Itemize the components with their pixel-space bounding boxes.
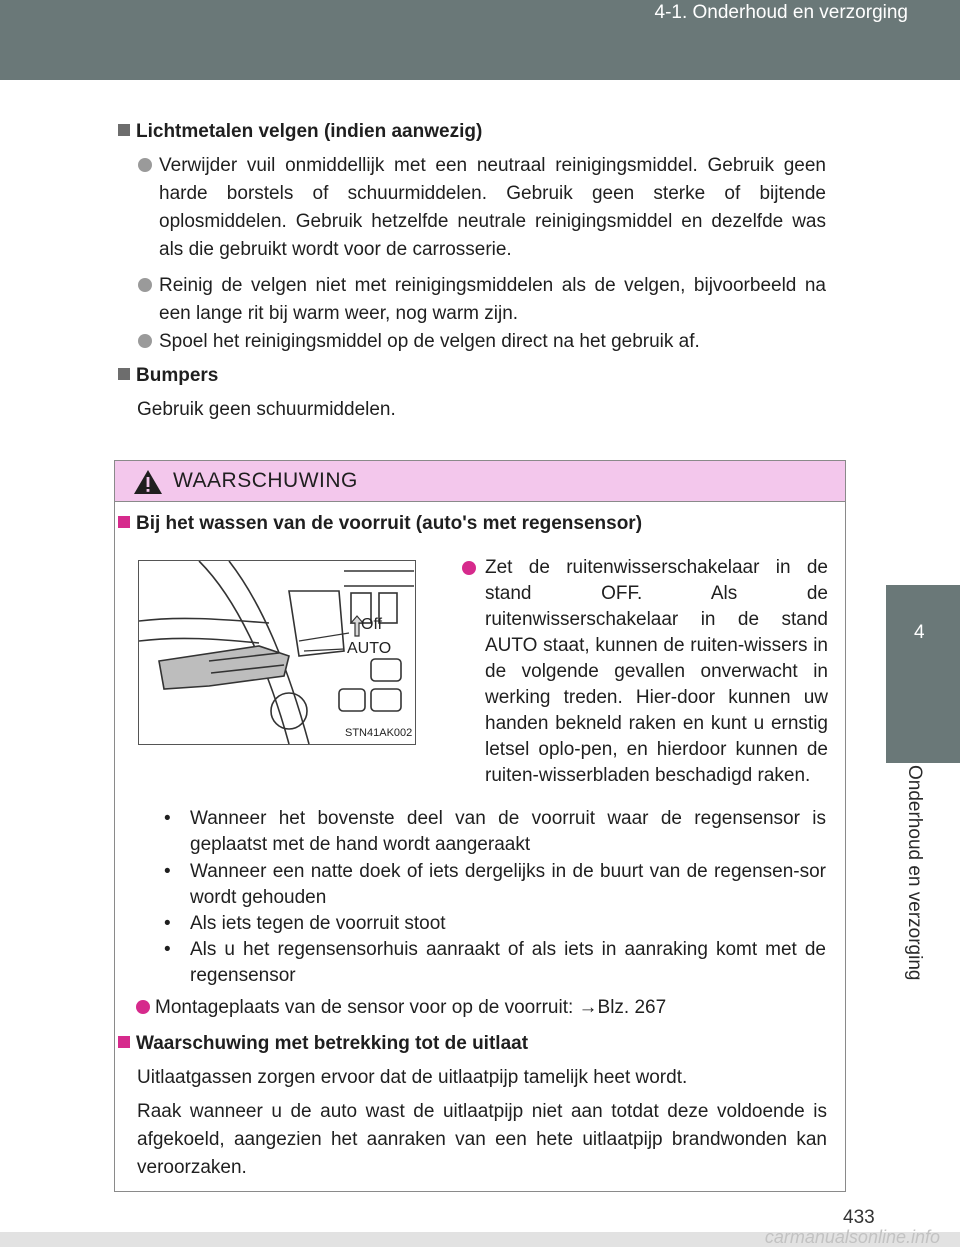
figure-code: STN41AK002	[345, 727, 413, 739]
chapter-label: Onderhoud en verzorging	[904, 765, 925, 981]
square-bullet-icon	[118, 1036, 130, 1048]
bullet-dot-icon: •	[164, 861, 171, 882]
alloy-heading-row	[118, 118, 482, 145]
case-2	[164, 859, 826, 911]
case-1-text: Wanneer het bovenste deel van de voorruit waar de regensensor is geplaatst met de hand wordt aangeraakt	[190, 808, 826, 855]
case-3-text: Als iets tegen de voorruit stoot	[190, 913, 446, 934]
alloy-bullet-1-text: Verwijder vuil onmiddellijk met een neutraal reinigingsmiddel. Gebruik geen harde borstels of schuurmiddelen. Gebruik geen sterke of bijtende oplosmiddelen. Gebruik hetzelfde neutrale reinigingsmiddel en dezelfde was als die gebruikt wordt voor de carrosserie.	[159, 155, 826, 260]
warning-s2-p1: Uitlaatgassen zorgen ervoor dat de uitlaatpijp tamelijk heet wordt.	[137, 1067, 688, 1088]
alloy-bullet-3-text: Spoel het reinigingsmiddel op de velgen direct na het gebruik af.	[159, 331, 700, 352]
case-1	[164, 806, 826, 858]
bumpers-heading-row	[118, 362, 218, 389]
warning-s1-heading-row	[118, 510, 642, 537]
warning-mount	[155, 994, 666, 1021]
footer-bar	[0, 1227, 960, 1247]
figure-label-auto: AUTO	[347, 640, 392, 657]
bullet-dot-icon: •	[164, 913, 171, 934]
round-bullet-icon	[136, 1000, 150, 1014]
section-title: 4-1. Onderhoud en verzorging	[654, 2, 908, 23]
warning-mount-text: Montageplaats van de sensor voor op de voorruit: →Blz. 267	[155, 997, 667, 1018]
chapter-tab	[886, 585, 960, 763]
header-bar	[0, 0, 960, 80]
bullet-dot-icon: •	[164, 808, 171, 829]
round-bullet-icon	[138, 278, 152, 292]
square-bullet-icon	[118, 124, 130, 136]
watermark: carmanualsonline.info	[764, 1227, 940, 1247]
case-3	[164, 911, 826, 937]
warning-triangle-icon	[133, 469, 163, 495]
round-bullet-icon	[138, 334, 152, 348]
case-4	[164, 937, 826, 989]
wiper-switch-illustration	[138, 560, 416, 745]
bumpers-text: Gebruik geen schuurmiddelen.	[137, 399, 396, 420]
case-4-text: Als u het regensensorhuis aanraakt of als iets in aanraking komt met de regensensor	[190, 939, 826, 986]
alloy-bullet-2-text: Reinig de velgen niet met reinigingsmiddelen als de velgen, bijvoorbeeld na een lange rit bij warm weer, nog warm zijn.	[159, 275, 826, 324]
round-bullet-icon	[462, 561, 476, 575]
square-bullet-icon	[118, 516, 130, 528]
bumpers-heading: Bumpers	[136, 365, 219, 386]
warning-s1-heading: Bij het wassen van de voorruit (auto's met regensensor)	[136, 513, 643, 534]
chapter-number: 4	[914, 622, 925, 643]
page-number: 433	[843, 1207, 875, 1228]
figure-label-off: Off	[361, 616, 383, 633]
warning-s2-heading: Waarschuwing met betrekking tot de uitlaat	[136, 1033, 529, 1054]
alloy-bullet-1	[159, 152, 826, 264]
alloy-heading: Lichtmetalen velgen (indien aanwezig)	[136, 121, 483, 142]
warning-s2-heading-row	[118, 1030, 528, 1057]
square-bullet-icon	[118, 368, 130, 380]
warning-title: WAARSCHUWING	[173, 469, 358, 492]
bullet-dot-icon: •	[164, 939, 171, 960]
warning-s1-main-text: Zet de ruitenwisserschakelaar in de stand OFF. Als de ruitenwisserschakelaar in de stand AUTO staat, kunnen de ruiten-wissers in de volgende gevallen onverwacht in werking treden. Hier-door kunnen uw handen bekneld raken en kunt u ernstig letsel oplo-pen, en hierdoor kunnen de ruiten-wisserbladen beschadigd raken.	[485, 557, 828, 786]
case-2-text: Wanneer een natte doek of iets dergelijks in de buurt van de regensen-sor wordt gehouden	[190, 861, 826, 908]
warning-s2-p2: Raak wanneer u de auto wast de uitlaatpijp niet aan totdat deze voldoende is afgekoeld, aangezien het aanraken van een hete uitlaatpijp brandwonden kan veroorzaken.	[137, 1101, 827, 1178]
alloy-bullet-2	[159, 272, 826, 328]
warning-s1-main	[485, 555, 828, 789]
round-bullet-icon	[138, 158, 152, 172]
alloy-bullet-3	[159, 328, 826, 355]
warning-header	[115, 461, 845, 502]
